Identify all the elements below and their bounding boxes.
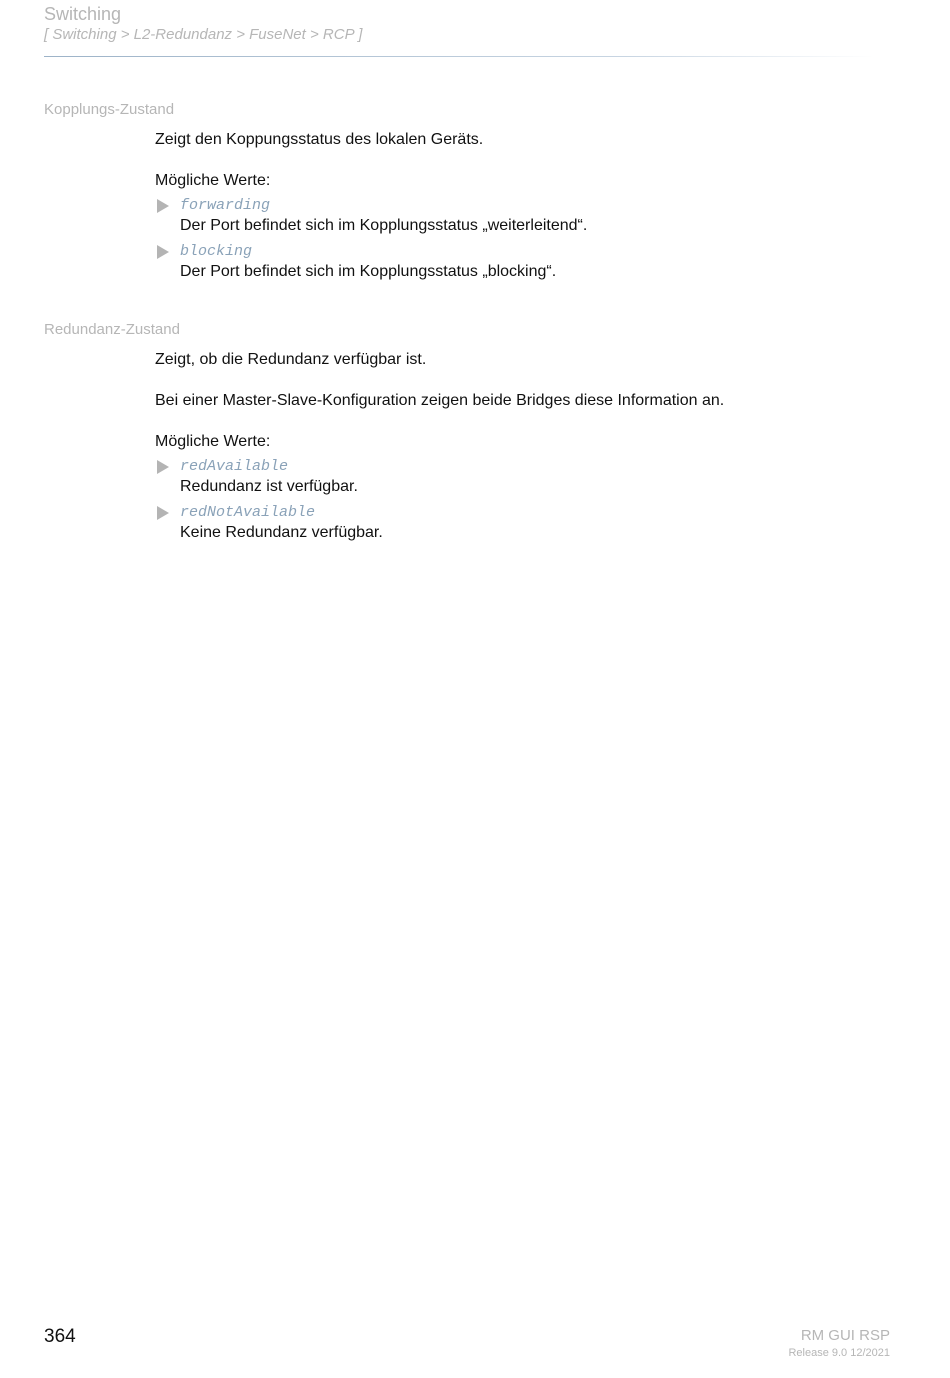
- bullet-triangle-icon: [157, 245, 169, 259]
- section-kopplungs-zustand: [44, 101, 904, 288]
- list-item: [155, 196, 904, 236]
- possible-values-heading: Mögliche Werte:: [155, 172, 271, 189]
- page-header: [44, 3, 884, 45]
- value-description: Der Port befindet sich im Kopplungsstatus „blocking“.: [180, 263, 557, 280]
- footer-release: Release 9.0 12/2021: [788, 1347, 890, 1359]
- list-item: [155, 457, 904, 497]
- possible-values-heading: Mögliche Werte:: [155, 433, 271, 450]
- section-note: Bei einer Master-Slave-Konfiguration zeigen beide Bridges diese Information an.: [155, 392, 725, 409]
- header-divider: [44, 56, 874, 57]
- values-list: [155, 196, 904, 282]
- bullet-triangle-icon: [157, 460, 169, 474]
- value-code: redAvailable: [180, 458, 289, 475]
- value-description: Keine Redundanz verfügbar.: [180, 524, 383, 541]
- value-code: forwarding: [180, 197, 271, 214]
- bullet-triangle-icon: [157, 506, 169, 520]
- value-description: Redundanz ist verfügbar.: [180, 478, 358, 495]
- section-redundanz-zustand: [44, 321, 904, 549]
- values-list: [155, 457, 904, 543]
- breadcrumb: [ Switching > L2-Redundanz > FuseNet > RCP ]: [44, 26, 363, 43]
- value-code: blocking: [180, 243, 253, 260]
- section-label: Redundanz-Zustand: [44, 321, 180, 338]
- list-item: [155, 503, 904, 543]
- section-description: Zeigt den Koppungsstatus des lokalen Geräts.: [155, 131, 484, 148]
- page-number: 364: [44, 1326, 76, 1347]
- section-label: Kopplungs-Zustand: [44, 101, 175, 118]
- value-code: redNotAvailable: [180, 504, 316, 521]
- footer-doc-name: RM GUI RSP: [800, 1327, 890, 1344]
- bullet-triangle-icon: [157, 199, 169, 213]
- value-description: Der Port befindet sich im Kopplungsstatus „weiterleitend“.: [180, 217, 588, 234]
- header-title: Switching: [44, 4, 122, 24]
- footer-doc-info: [788, 1327, 890, 1361]
- section-description: Zeigt, ob die Redundanz verfügbar ist.: [155, 351, 427, 368]
- list-item: [155, 242, 904, 282]
